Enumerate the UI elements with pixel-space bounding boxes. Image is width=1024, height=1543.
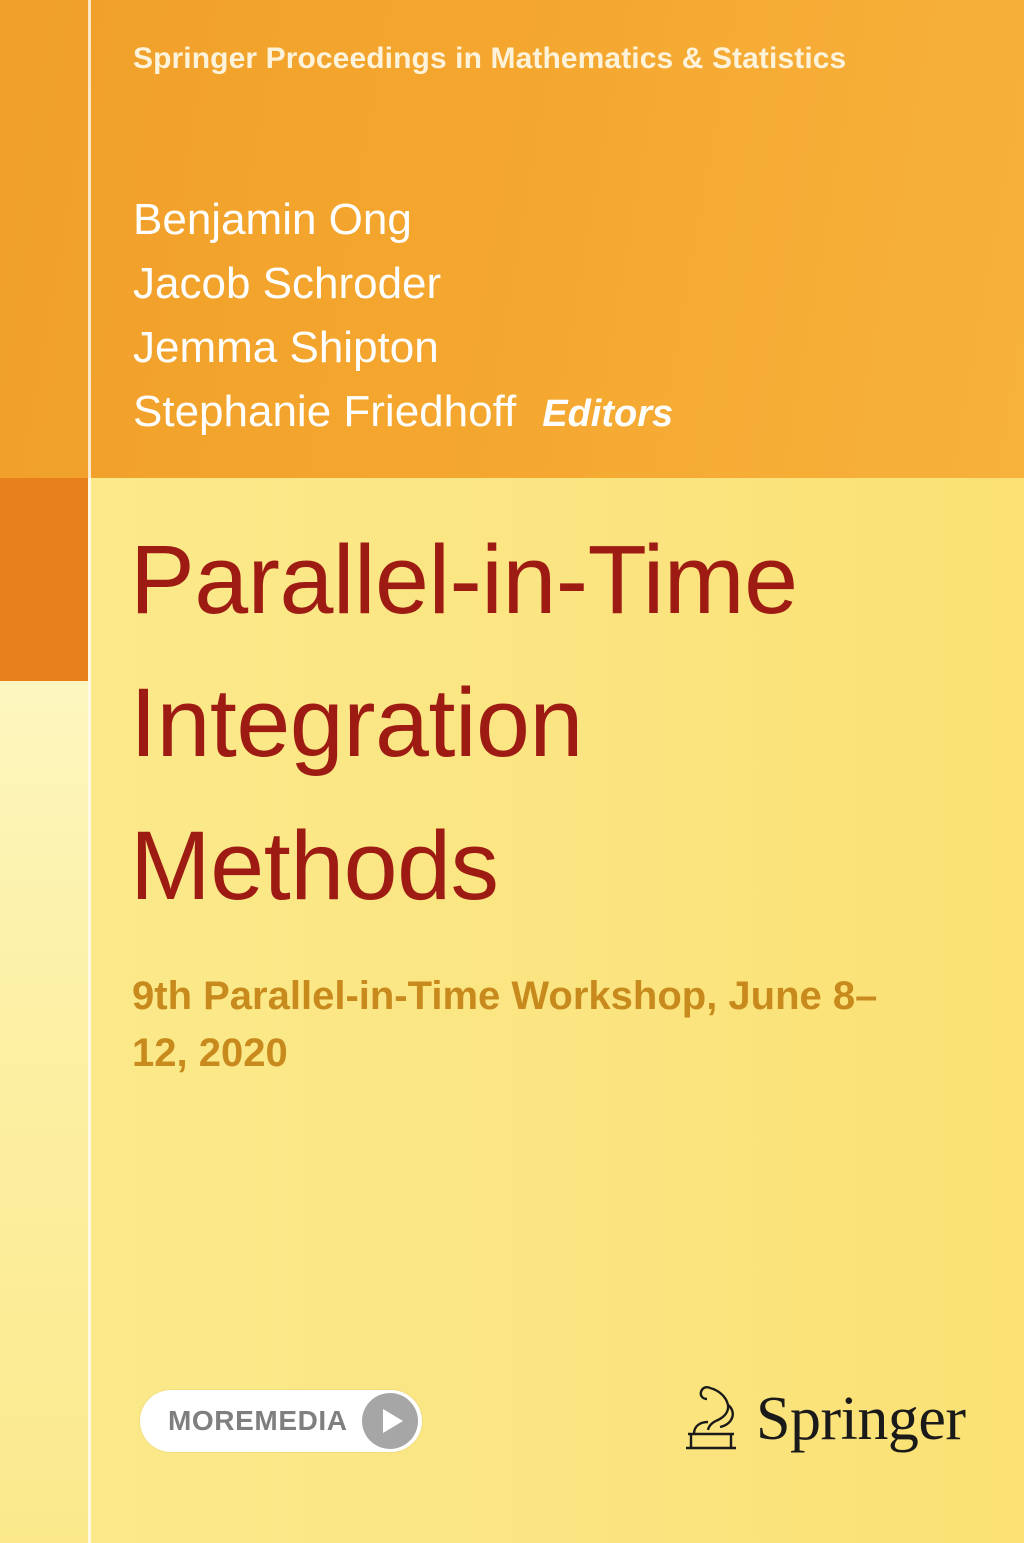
list-item: Jemma Shipton (133, 323, 439, 372)
list-item: Jacob Schroder (133, 259, 442, 308)
springer-horse-icon (680, 1382, 742, 1456)
page-title: Parallel-in-Time Integration Methods (130, 525, 798, 920)
cover-subtitle: 9th Parallel-in-Time Workshop, June 8–12, 2020 (132, 974, 878, 1075)
editor-list (133, 188, 933, 446)
list-item: Benjamin Ong (133, 195, 412, 244)
moremedia-label: MOREMEDIA (168, 1405, 348, 1436)
play-icon[interactable] (362, 1393, 418, 1449)
accent-block (0, 478, 88, 681)
list-item (133, 380, 933, 446)
publisher-logo (680, 1382, 966, 1456)
left-gradient-strip (0, 681, 88, 1543)
vertical-rule (88, 0, 91, 1543)
publisher-name: Springer (756, 1385, 966, 1453)
editors-role-label: Editors (542, 393, 674, 435)
moremedia-badge[interactable] (140, 1390, 422, 1452)
editor-name: Stephanie Friedhoff (133, 387, 517, 436)
series-title: Springer Proceedings in Mathematics & Statistics (133, 42, 847, 75)
